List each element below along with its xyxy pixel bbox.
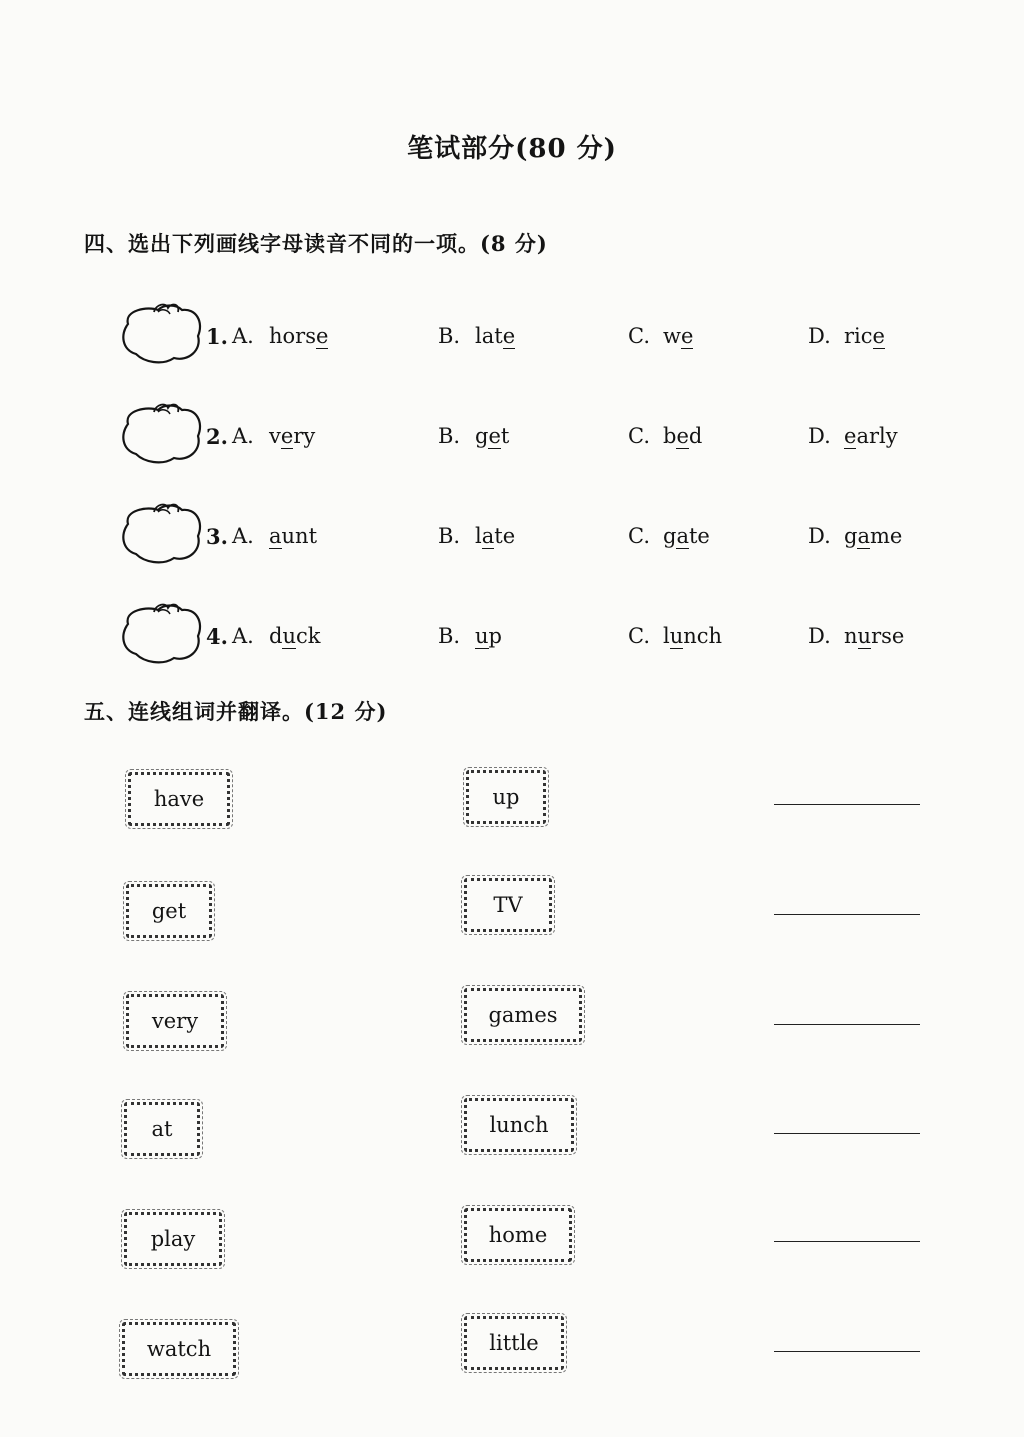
translation-answer-line[interactable] [774,804,920,805]
translation-answer-line[interactable] [774,1133,920,1134]
option-letter: A. [232,624,254,648]
option-letter: C. [628,524,650,548]
word-part: te [688,524,710,548]
option-word [663,324,693,348]
word-part: w [663,324,681,348]
word-part: v [269,424,281,448]
word-part: te [494,524,516,548]
answer-bracket-icon[interactable] [118,600,206,666]
word-part: ric [844,324,873,348]
question-number: 4. [206,624,228,649]
left-word-box[interactable]: watch [122,1322,236,1376]
option-letter: D. [808,324,831,348]
left-word-box[interactable]: have [128,772,230,826]
word-part: p [488,624,502,648]
option-word [844,524,902,548]
right-word-box[interactable]: up [466,770,546,824]
section-4-heading: 四、选出下列画线字母读音不同的一项。(8 分) [84,231,548,256]
translation-answer-line[interactable] [774,1351,920,1352]
option-letter: B. [438,424,461,448]
option-word [663,424,702,448]
underlined-letter: a [857,524,870,548]
left-word-box[interactable]: at [124,1102,200,1156]
option-word [663,624,722,648]
word-part: ck [295,624,321,648]
word-part: hors [269,324,316,348]
question-number: 1. [206,324,228,349]
option-letter: B. [438,624,461,648]
option-word [844,624,904,648]
word-part: g [475,424,489,448]
word-part: lat [475,324,503,348]
question-1 [0,312,1024,382]
page-title: 笔试部分(80 分) [407,134,617,164]
question-number: 3. [206,524,228,549]
option-letter: B. [438,324,461,348]
option-letter: A. [232,324,254,348]
word-part: b [663,424,677,448]
option-word [475,524,515,548]
underlined-letter: a [481,524,495,548]
option-letter: A. [232,524,254,548]
word-part: t [500,424,510,448]
right-word-box[interactable]: TV [464,878,552,932]
word-part: nch [683,624,723,648]
word-part: l [663,624,670,648]
underlined-letter: e [676,424,689,448]
left-word-box[interactable]: play [124,1212,222,1266]
underlined-letter: u [669,624,684,648]
word-part: l [475,524,482,548]
underlined-letter: u [282,624,296,648]
option-letter: C. [628,424,650,448]
word-part: me [869,524,903,548]
right-word-box[interactable]: lunch [464,1098,574,1152]
option-word [269,624,320,648]
word-part: arly [856,424,898,448]
option-letter: D. [808,524,831,548]
question-2 [0,412,1024,482]
left-word-box[interactable]: very [126,994,224,1048]
option-letter: C. [628,324,650,348]
question-4 [0,612,1024,682]
translation-answer-line[interactable] [774,1241,920,1242]
left-word-box[interactable]: get [126,884,212,938]
option-letter: C. [628,624,650,648]
underlined-letter: e [488,424,501,448]
option-word [269,424,315,448]
right-word-box[interactable]: little [464,1316,564,1370]
option-letter: B. [438,524,461,548]
word-part: d [688,424,703,448]
translation-answer-line[interactable] [774,914,920,915]
option-word [844,324,885,348]
right-word-box[interactable]: games [464,988,582,1042]
option-word [475,424,509,448]
question-number: 2. [206,424,228,449]
option-word [269,524,317,548]
option-letter: A. [232,424,254,448]
word-part: n [844,624,858,648]
word-part: unt [281,524,318,548]
underlined-letter: u [475,624,489,648]
option-word [475,624,502,648]
option-word [844,424,898,448]
underlined-letter: e [680,324,694,348]
underlined-letter: e [280,424,294,448]
underlined-letter: e [872,324,885,348]
option-letter: D. [808,424,831,448]
underlined-letter: a [676,524,689,548]
answer-bracket-icon[interactable] [118,300,206,366]
option-word [663,524,710,548]
answer-bracket-icon[interactable] [118,400,206,466]
word-part: ry [293,424,316,448]
answer-bracket-icon[interactable] [118,500,206,566]
underlined-letter: e [315,324,329,348]
word-part: g [663,524,677,548]
option-letter: D. [808,624,831,648]
word-part: g [844,524,858,548]
word-part: rse [871,624,905,648]
option-word [269,324,328,348]
underlined-letter: u [857,624,872,648]
translation-answer-line[interactable] [774,1024,920,1025]
underlined-letter: e [844,424,857,448]
option-word [475,324,515,348]
underlined-letter: a [269,524,282,548]
right-word-box[interactable]: home [464,1208,572,1262]
question-3 [0,512,1024,582]
section-5-heading: 五、连线组词并翻译。(12 分) [84,699,388,724]
word-part: d [269,624,283,648]
underlined-letter: e [502,324,516,348]
